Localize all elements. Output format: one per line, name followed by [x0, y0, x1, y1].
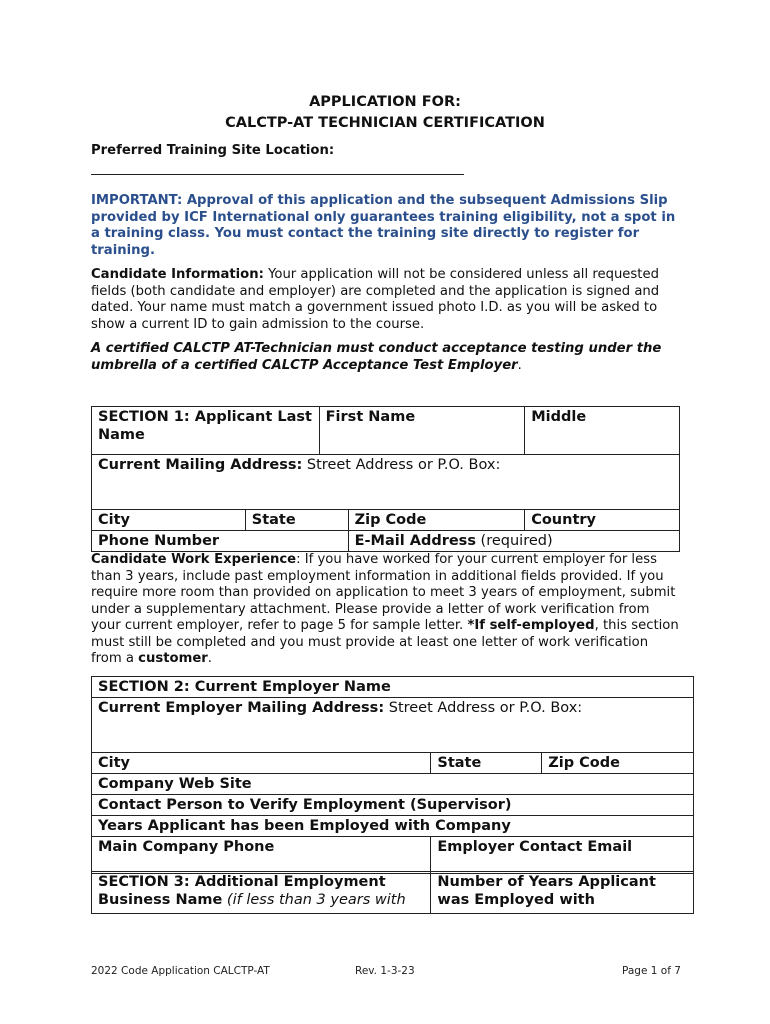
middle-label: Middle	[525, 407, 680, 455]
employer-zip-label: Zip Code	[542, 753, 694, 774]
title-line-1: APPLICATION FOR:	[309, 94, 461, 110]
certified-note-end: .	[517, 357, 522, 373]
employer-name-label: SECTION 2: Current Employer Name	[92, 677, 694, 698]
applicant-last-name-label: SECTION 1: Applicant Last Name	[92, 407, 320, 455]
footer-revision: Rev. 1-3-23	[355, 965, 415, 977]
first-name-label: First Name	[319, 407, 525, 455]
additional-employment-label: SECTION 3: Additional Employment	[98, 874, 386, 890]
years-employed-label: Years Applicant has been Employed with Company	[92, 816, 694, 837]
country-label: Country	[525, 510, 680, 531]
main-company-phone-label: Main Company Phone	[92, 837, 431, 874]
employer-city-label: City	[92, 753, 431, 774]
email-hint: (required)	[475, 533, 553, 549]
work-experience-label: Candidate Work Experience	[91, 552, 297, 567]
employer-address-hint: Street Address or P.O. Box:	[384, 700, 583, 716]
email-label: E-Mail Address	[354, 533, 476, 549]
years-employed-with-label: Number of Years Applicant was Employed with	[431, 872, 694, 914]
work-experience-text-2: , this section must still be completed and you must provide at least one letter of work verification from a	[91, 618, 679, 666]
employer-contact-email-label: Employer Contact Email	[431, 837, 694, 874]
mailing-address-hint: Street Address or P.O. Box:	[302, 457, 501, 473]
email-cell	[348, 531, 679, 552]
work-experience-text-1: : If you have worked for your current employer for less than 3 years, include past employment information in additional fields provided. If you require more room than provided on application to meet 3 years of employment, submit under a supplementary attachment. Please provide a letter of work verification from your current employer, refer to page 5 for sample letter.	[91, 552, 676, 633]
section3-table	[91, 871, 694, 914]
important-notice: IMPORTANT: Approval of this application and the subsequent Admissions Slip provided by ICF International only guarantees training eligibility, not a spot in a training class. You must contact the training site directly to register for training.	[91, 193, 676, 258]
business-name-hint: (if less than 3 years with	[222, 892, 406, 908]
phone-number-label: Phone Number	[92, 531, 349, 552]
mailing-address-cell	[92, 455, 680, 510]
training-site-label: Preferred Training Site Location:	[91, 143, 335, 158]
certified-note	[91, 341, 681, 374]
work-experience	[91, 552, 681, 668]
employer-state-label: State	[431, 753, 542, 774]
section1-table	[91, 406, 680, 552]
mailing-address-label: Current Mailing Address:	[98, 457, 303, 473]
training-site-line	[91, 174, 464, 175]
work-experience-end: .	[207, 651, 212, 666]
additional-employment-cell	[92, 872, 431, 914]
title-line-2: CALCTP-AT TECHNICIAN CERTIFICATION	[225, 115, 545, 131]
section2-table	[91, 676, 694, 874]
candidate-info-text: Your application will not be considered unless all requested fields (both candidate and employer) are completed and the application is signed and dated. Your name must match a government issued photo I.D. as you will be asked to show a current ID to gain admission to the course.	[91, 267, 660, 332]
self-employed-text: *If self-employed	[467, 618, 595, 633]
company-website-label: Company Web Site	[92, 774, 694, 795]
customer-text: customer	[138, 651, 208, 666]
footer-page-number: Page 1 of 7	[622, 965, 681, 977]
city-label: City	[92, 510, 246, 531]
state-label: State	[245, 510, 348, 531]
employer-address-cell	[92, 698, 694, 753]
candidate-info-label: Candidate Information:	[91, 267, 264, 282]
footer-left: 2022 Code Application CALCTP-AT	[91, 965, 270, 977]
employer-address-label: Current Employer Mailing Address:	[98, 700, 385, 716]
contact-person-label: Contact Person to Verify Employment (Supervisor)	[92, 795, 694, 816]
business-name-label: Business Name	[98, 892, 223, 908]
candidate-information	[91, 267, 681, 333]
certified-note-text: A certified CALCTP AT-Technician must conduct acceptance testing under the umbrella of a certified CALCTP Acceptance Test Employer	[91, 341, 662, 373]
zip-code-label: Zip Code	[348, 510, 525, 531]
